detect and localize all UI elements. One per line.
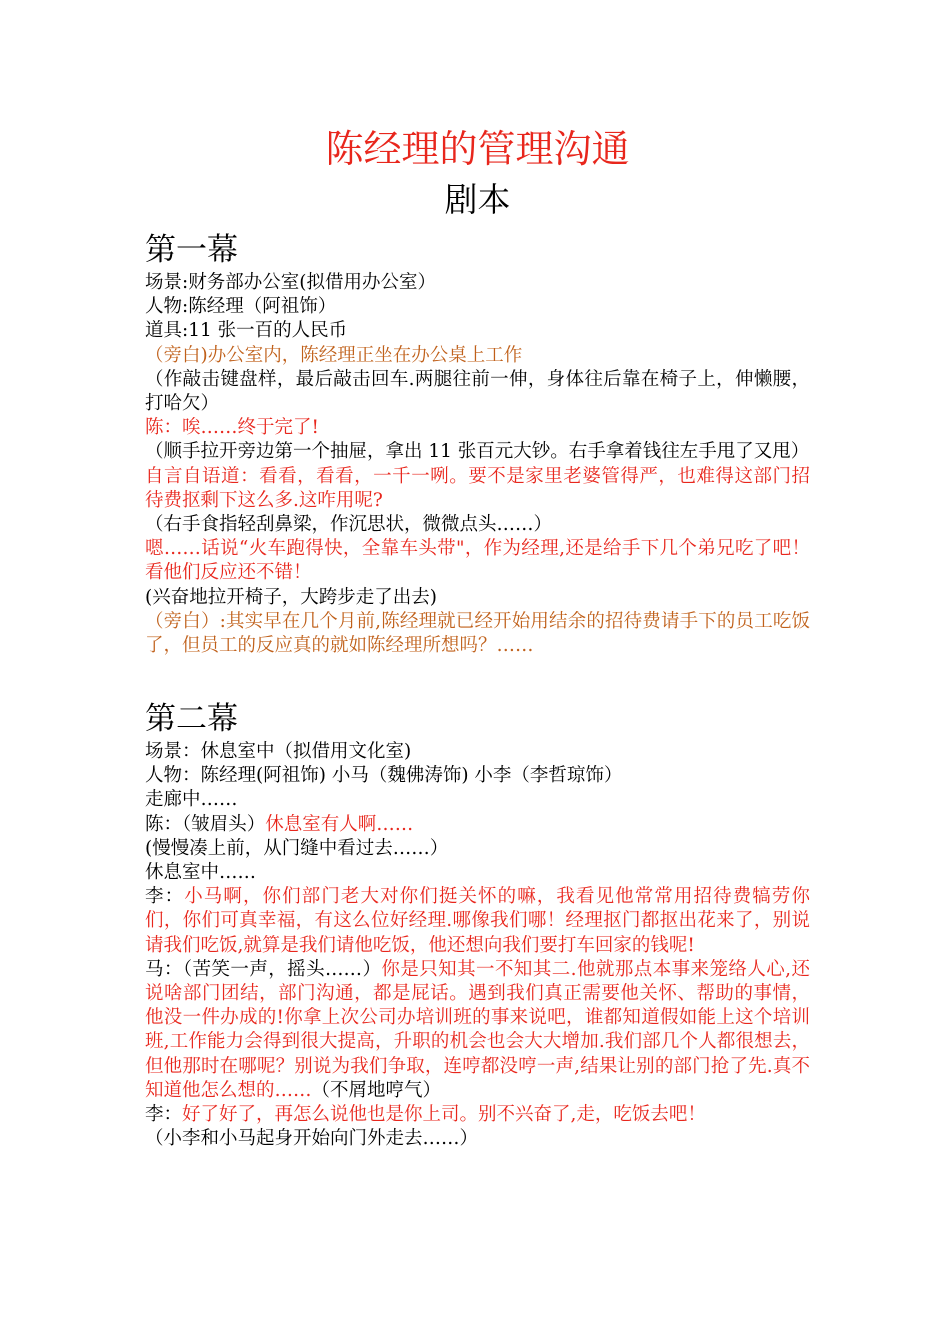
act-1-heading: 第一幕 bbox=[145, 232, 238, 268]
script-line-part: 休息室中…… bbox=[145, 862, 257, 884]
script-line: (兴奋地拉开椅子，大跨步走了出去) bbox=[145, 586, 437, 608]
script-line bbox=[145, 740, 810, 764]
script-line: 人物:陈经理（阿祖饰） bbox=[145, 296, 337, 318]
script-line-part: 你是只知其一不知其二.他就那点本事来笼络人心,还说啥部门团结，部门沟通，都是屁话。遇到我们真正需要他关怀、帮助的事情，他没一件办成的!你拿上次公司办培训班的事来说吧，谁都知道假如能上这个培训班,工作能力会得到很大提高，升职的机会也会大大增加.我们部几个人都很想去，但他那时在哪呢？别说为我们争取，连哼都没哼一声,结果让别的部门抢了先.真不知道他怎么想的…… bbox=[145, 958, 810, 1101]
script-line-part: 人物：陈经理(阿祖饰) 小马（魏佛涛饰) 小李（李哲琼饰） bbox=[145, 765, 623, 787]
script-line bbox=[145, 837, 810, 861]
script-line: 自言自语道：看看，看看，一千一咧。要不是家里老婆管得严，也难得这部门招待费抠剩下这么多.这咋用呢? bbox=[145, 465, 810, 511]
script-line-part: 马：（苦笑一声，摇头……） bbox=[145, 958, 382, 980]
script-line: （顺手拉开旁边第一个抽屉，拿出 11 张百元大钞。右手拿着钱往左手甩了又甩） bbox=[145, 441, 810, 463]
document-title: 陈经理的管理沟通 bbox=[325, 127, 630, 171]
script-line-part: 李： bbox=[145, 1104, 183, 1126]
script-line-part: 休息室有人啊…… bbox=[265, 813, 414, 835]
script-line-part: 走廊中…… bbox=[145, 789, 238, 811]
script-line bbox=[145, 885, 810, 958]
script-line bbox=[145, 861, 810, 885]
script-line: （右手食指轻刮鼻梁，作沉思状，微微点头……） bbox=[145, 514, 553, 536]
script-line bbox=[145, 1127, 810, 1151]
script-line bbox=[145, 764, 810, 788]
act-2-script bbox=[145, 740, 810, 1151]
script-line bbox=[145, 958, 810, 1103]
script-line: （旁白)办公室内，陈经理正坐在办公桌上工作 bbox=[145, 344, 523, 366]
script-line-part: 陈：（皱眉头） bbox=[145, 813, 266, 835]
script-line-part: 好了好了，再怎么说他也是你上司。别不兴奋了,走，吃饭去吧！ bbox=[182, 1104, 706, 1126]
script-line: 陈：唉……终于完了! bbox=[145, 417, 319, 439]
script-line bbox=[145, 788, 810, 812]
script-line-part: 小马啊，你们部门老大对你们挺关怀的嘛，我看见他常常用招待费犒劳你们，你们可真幸福，有这么位好经理.哪像我们哪！经理抠门都抠出花来了，别说请我们吃饭,就算是我们请他吃饭，他还想向我们要打车回家的钱呢! bbox=[145, 886, 810, 956]
script-line: 嗯……话说“火车跑得快，全靠车头带"，作为经理,还是给手下几个弟兄吃了吧！看他们反应还不错！ bbox=[145, 538, 810, 584]
script-line bbox=[145, 1103, 810, 1127]
script-line: （旁白）:其实早在几个月前,陈经理就已经开始用结余的招待费请手下的员工吃饭了，但员工的反应真的就如陈经理所想吗？…… bbox=[145, 610, 810, 657]
act-1-script bbox=[145, 271, 810, 658]
script-line: 道具:11 张一百的人民币 bbox=[145, 320, 348, 342]
document-subtitle: 剧本 bbox=[444, 180, 511, 219]
script-line-part: (慢慢凑上前，从门缝中看过去……） bbox=[145, 837, 449, 859]
script-line: 场景:财务部办公室(拟借用办公室） bbox=[145, 272, 436, 293]
script-line: （作敲击键盘样，最后敲击回车.两腿往前一伸，身体往后靠在椅子上，伸懒腰，打哈欠） bbox=[145, 368, 810, 415]
script-line-part: （小李和小马起身开始向门外走去……） bbox=[145, 1128, 479, 1150]
script-line bbox=[145, 813, 810, 837]
script-line-part: 场景：休息室中（拟借用文化室) bbox=[145, 741, 412, 762]
script-line-part: （不屑地哼气） bbox=[311, 1079, 442, 1101]
script-line-part: 李： bbox=[145, 886, 185, 908]
act-2-heading: 第二幕 bbox=[145, 701, 238, 737]
